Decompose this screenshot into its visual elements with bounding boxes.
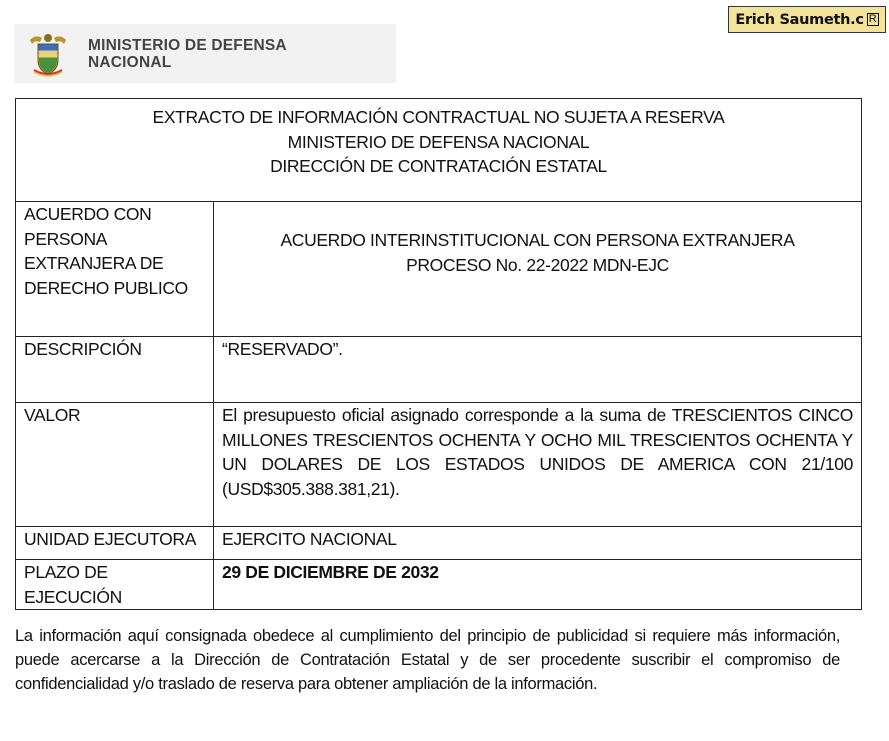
author-watermark: [728, 6, 886, 33]
acuerdo-value-line-2: PROCESO No. 22-2022 MDN-EJC: [406, 254, 669, 275]
row-value-descripcion: “RESERVADO”.: [214, 337, 862, 403]
document-title: [16, 99, 862, 202]
row-label-plazo: PLAZO DE EJECUCIÓN: [16, 560, 214, 610]
row-value-unidad: EJERCITO NACIONAL: [214, 527, 862, 560]
title-line-1: EXTRACTO DE INFORMACIÓN CONTRACTUAL NO SUJETA A RESERVA: [152, 107, 725, 127]
registered-mark-icon: R: [868, 13, 877, 25]
row-value-acuerdo: [214, 202, 862, 337]
acuerdo-label-line-3: EXTRANJERA DE: [24, 253, 164, 273]
table-row: [16, 560, 862, 610]
table-row: [16, 337, 862, 403]
ministry-logo-banner: [14, 24, 396, 83]
row-label-acuerdo: [16, 202, 214, 337]
ministry-name-line2: NACIONAL: [88, 54, 172, 71]
watermark-text: Erich Saumeth.c: [735, 11, 864, 28]
row-value-valor: El presupuesto oficial asignado corresponde a la suma de TRESCIENTOS CINCO MILLONES TRESCIENTOS OCHENTA Y OCHO MIL TRESCIENTOS OCHENTA Y UN DOLARES DE LOS ESTADOS UNIDOS DE AMERICA CON 21/100 (USD$305.388.381,21).: [214, 403, 862, 527]
footer-note: La información aquí consignada obedece al cumplimiento del principio de publicidad si requiere más información, puede acercarse a la Dirección de Contratación Estatal y de ser procedente suscribir el compromiso de confidencialidad y/o traslado de reserva para obtener ampliación de la información.: [15, 627, 840, 693]
table-header-row: [16, 99, 862, 202]
table-row: [16, 202, 862, 337]
row-label-descripcion: DESCRIPCIÓN: [16, 337, 214, 403]
table-row: [16, 403, 862, 527]
row-label-unidad: UNIDAD EJECUTORA: [16, 527, 214, 560]
ministry-name-line1: MINISTERIO DE DEFENSA: [88, 37, 287, 54]
coat-of-arms-icon: [26, 30, 70, 78]
contract-extract-table: [15, 98, 862, 610]
table-row: [16, 527, 862, 560]
row-value-plazo: 29 DE DICIEMBRE DE 2032: [214, 560, 862, 610]
acuerdo-label-line-1: ACUERDO CON: [24, 204, 152, 224]
acuerdo-label-line-4: DERECHO PUBLICO: [24, 277, 188, 298]
title-line-3: DIRECCIÓN DE CONTRATACIÓN ESTATAL: [270, 156, 607, 176]
ministry-name: [88, 37, 287, 71]
acuerdo-value-line-1: ACUERDO INTERINSTITUCIONAL CON PERSONA EXTRANJERA: [280, 230, 795, 250]
title-line-2: MINISTERIO DE DEFENSA NACIONAL: [287, 131, 590, 152]
row-label-valor: VALOR: [16, 403, 214, 527]
acuerdo-label-line-2: PERSONA: [24, 228, 108, 249]
